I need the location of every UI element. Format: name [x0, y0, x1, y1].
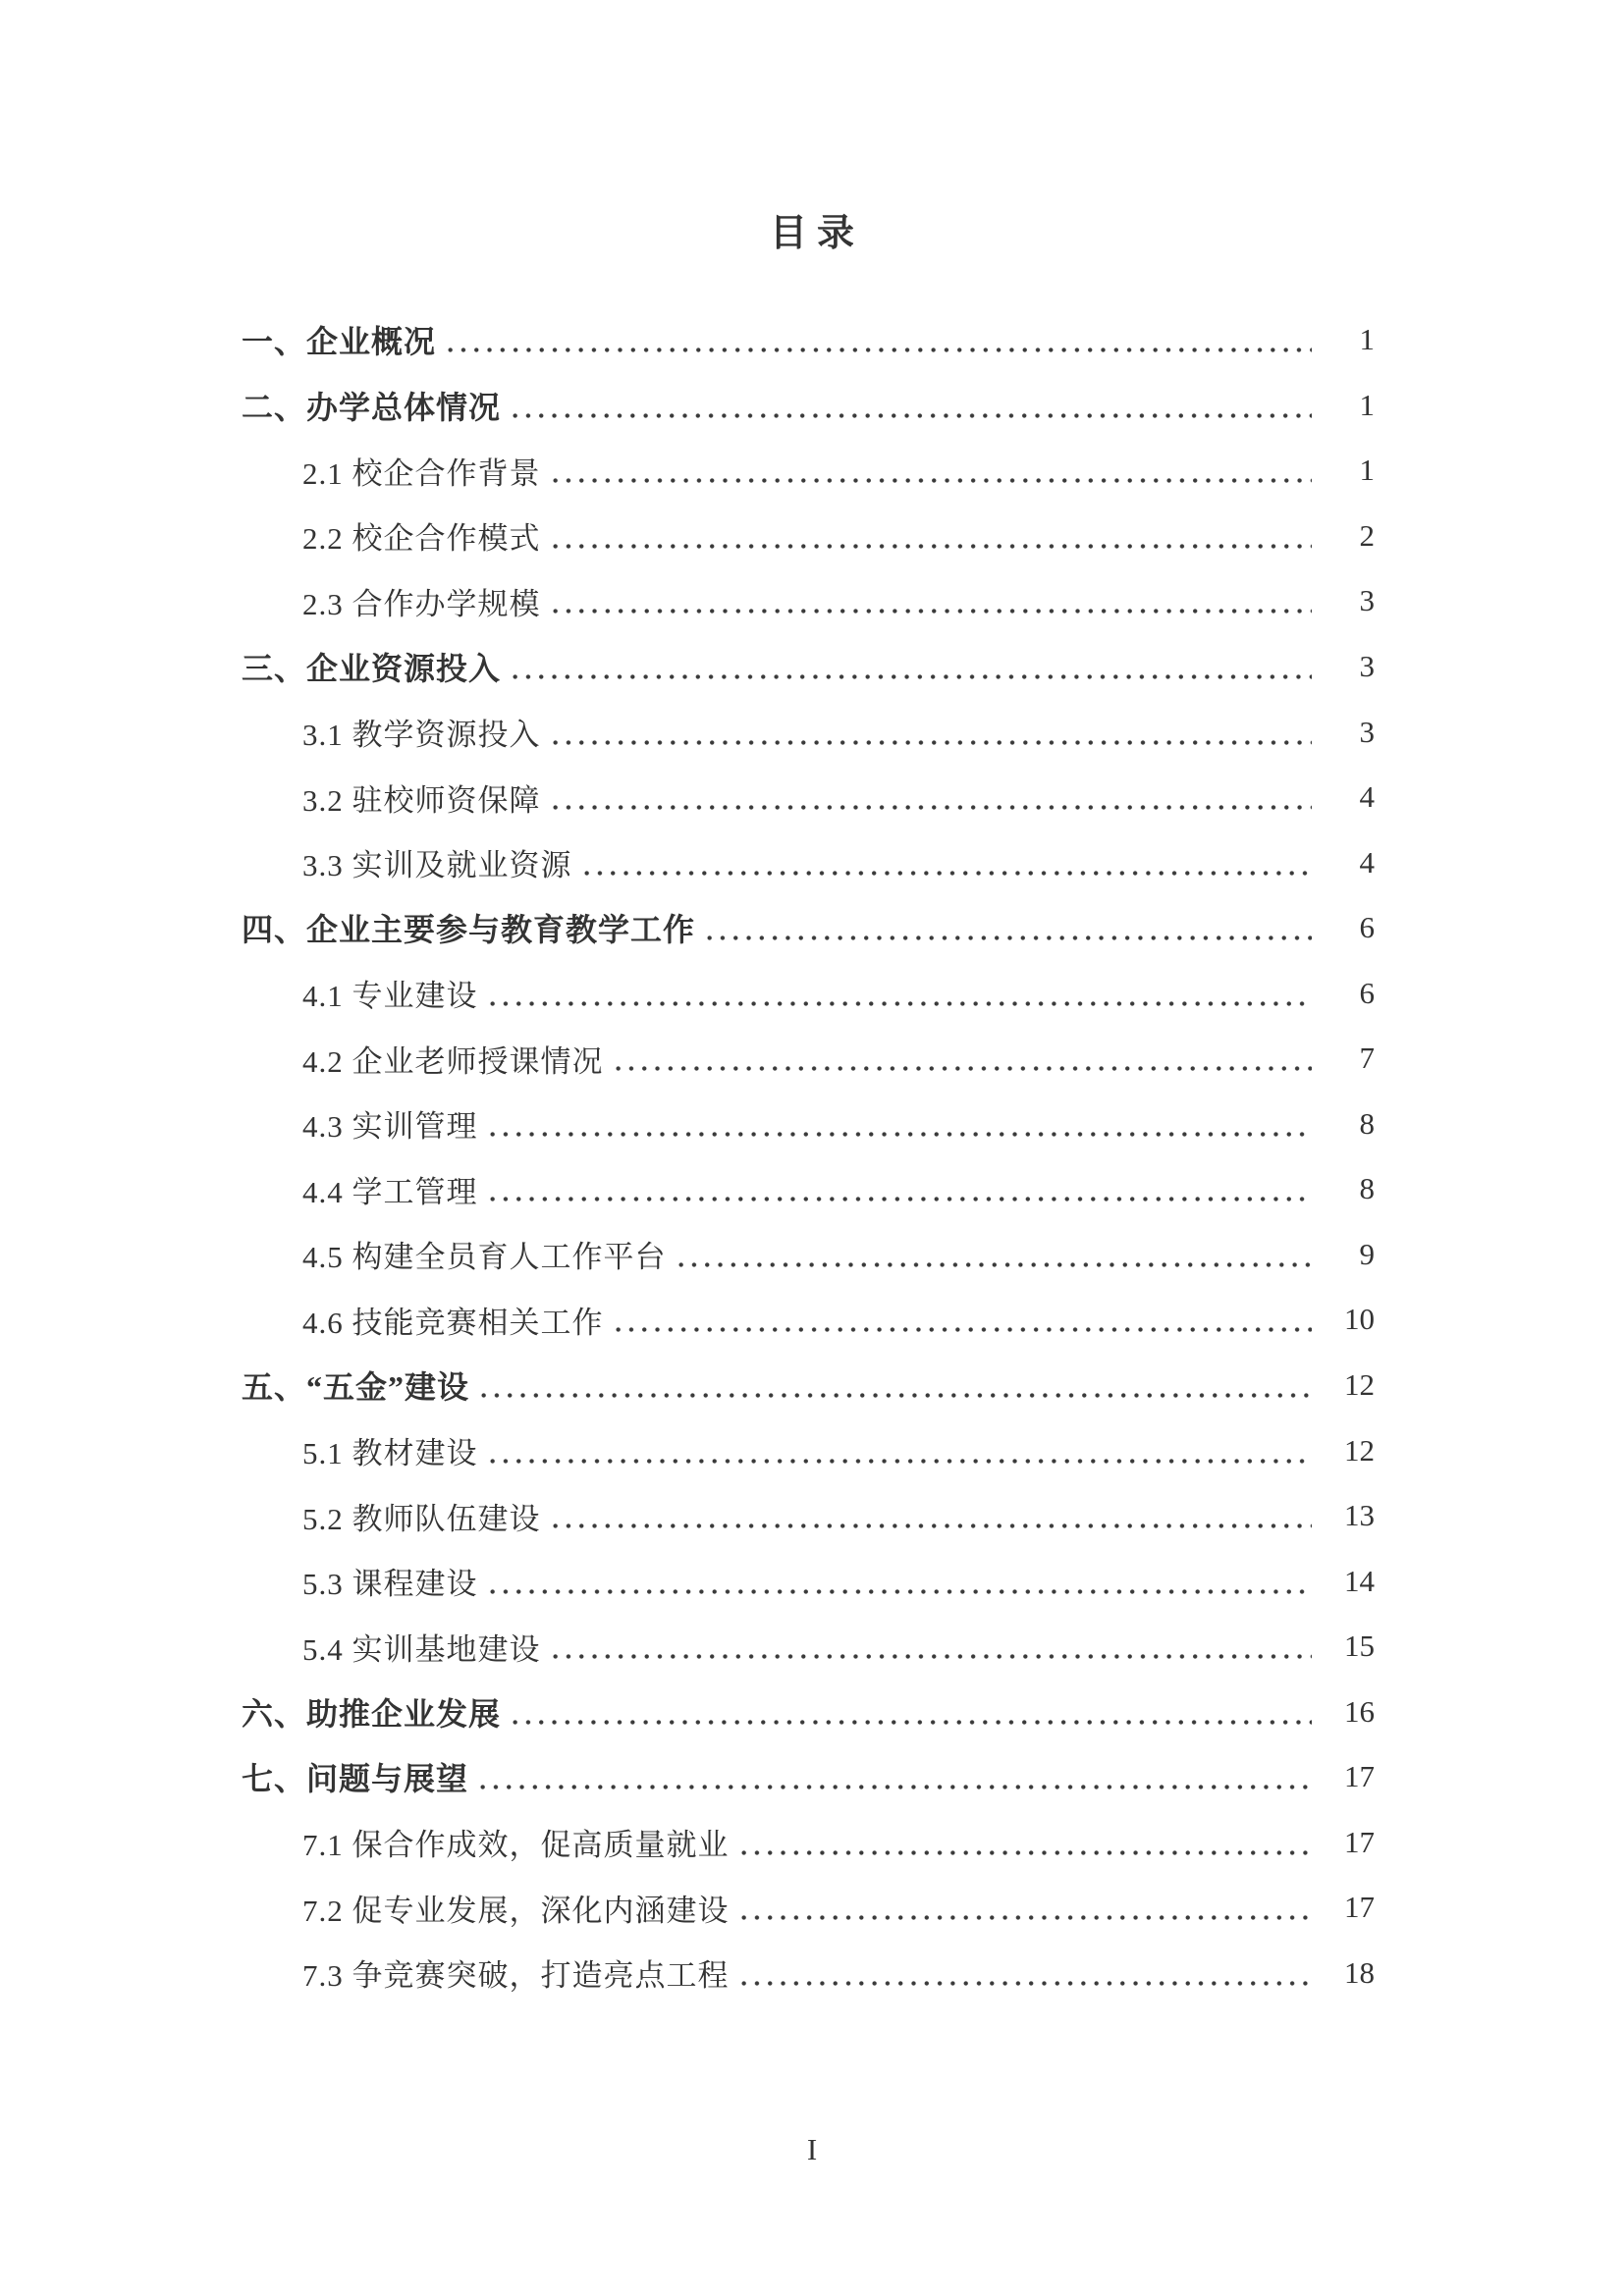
dot-leader: [549, 454, 1313, 487]
toc-entry-page: 17: [1344, 1890, 1375, 1925]
dot-leader: [486, 1172, 1313, 1205]
toc-entry-page: 3: [1359, 649, 1375, 683]
toc-entry: [242, 829, 1375, 895]
toc-entry-page: 3: [1359, 714, 1375, 749]
toc-entry-page: 15: [1344, 1629, 1375, 1664]
toc-entry: [242, 1941, 1375, 2006]
toc-entry: [242, 1222, 1375, 1288]
toc-entry-label: 4.4 学工管理: [302, 1174, 478, 1209]
toc-entry-label: 五、“五金”建设: [242, 1369, 470, 1406]
toc-entry-page: 17: [1344, 1824, 1375, 1859]
toc-entry-page: 14: [1344, 1563, 1375, 1598]
dot-leader: [549, 519, 1313, 553]
toc-entry: [242, 568, 1375, 634]
toc-entry-page: 1: [1359, 453, 1375, 488]
toc-entry: [242, 307, 1375, 373]
toc-entry: [242, 1875, 1375, 1941]
toc-entry: [242, 1744, 1375, 1810]
dot-leader: [509, 389, 1312, 422]
dot-leader: [737, 1891, 1313, 1924]
dot-leader: [486, 1107, 1313, 1141]
toc-entry-page: 9: [1359, 1236, 1375, 1271]
toc-entry-page: 13: [1344, 1498, 1375, 1533]
dot-leader: [486, 1565, 1313, 1598]
dot-leader: [612, 1303, 1313, 1336]
dot-leader: [703, 911, 1312, 944]
toc-entry-label: 7.1 保合作成效，促高质量就业: [302, 1828, 730, 1863]
toc-entry-page: 17: [1344, 1759, 1375, 1794]
toc-entry-label: 5.2 教师队伍建设: [302, 1501, 541, 1536]
toc-entry: [242, 1614, 1375, 1680]
page-title: 目录: [769, 213, 864, 254]
toc-entry-page: 2: [1359, 517, 1375, 553]
toc-entry: [242, 895, 1375, 961]
toc-entry-page: 4: [1359, 844, 1375, 880]
toc-entry-page: 6: [1359, 910, 1375, 945]
toc-entry: [242, 765, 1375, 830]
dot-leader: [549, 1499, 1313, 1532]
dot-leader: [549, 584, 1313, 617]
table-of-contents: [242, 307, 1375, 2005]
toc-entry: [242, 438, 1375, 504]
toc-entry-label: 5.3 课程建设: [302, 1567, 478, 1602]
toc-entry: [242, 1417, 1375, 1483]
toc-entry: [242, 1026, 1375, 1092]
toc-entry: [242, 1287, 1375, 1353]
dot-leader: [737, 1826, 1313, 1859]
dot-leader: [476, 1760, 1312, 1793]
toc-entry: [242, 1156, 1375, 1222]
toc-entry-label: 4.2 企业老师授课情况: [302, 1043, 604, 1079]
toc-entry: [242, 634, 1375, 700]
toc-entry: [242, 960, 1375, 1026]
toc-entry: [242, 1092, 1375, 1157]
toc-entry: [242, 1810, 1375, 1876]
toc-entry-page: 3: [1359, 583, 1375, 618]
toc-entry-page: 1: [1359, 322, 1375, 357]
dot-leader: [486, 1434, 1313, 1468]
toc-entry: [242, 1483, 1375, 1549]
toc-entry: [242, 373, 1375, 439]
toc-entry-label: 4.3 实训管理: [302, 1109, 478, 1145]
footer-page-number: I: [806, 2132, 818, 2166]
toc-entry-page: 12: [1344, 1367, 1375, 1403]
dot-leader: [509, 650, 1312, 683]
toc-entry-page: 8: [1359, 1171, 1375, 1206]
toc-entry-label: 一、企业概况: [242, 324, 437, 360]
toc-entry-label: 3.2 驻校师资保障: [302, 782, 541, 818]
toc-entry-label: 2.1 校企合作背景: [302, 455, 541, 491]
dot-leader: [612, 1041, 1313, 1075]
dot-leader: [737, 1956, 1313, 1990]
toc-entry-label: 2.2 校企合作模式: [302, 521, 541, 557]
toc-entry-page: 18: [1344, 1954, 1375, 1990]
toc-entry-label: 六、助推企业发展: [242, 1695, 502, 1732]
toc-entry-label: 7.2 促专业发展，深化内涵建设: [302, 1893, 730, 1928]
toc-entry-label: 4.6 技能竞赛相关工作: [302, 1305, 604, 1340]
toc-entry: [242, 1353, 1375, 1418]
dot-leader: [675, 1238, 1313, 1271]
toc-entry-page: 12: [1344, 1432, 1375, 1468]
toc-entry: [242, 699, 1375, 765]
toc-entry: [242, 1548, 1375, 1614]
toc-entry-page: 1: [1359, 387, 1375, 422]
toc-entry-page: 16: [1344, 1693, 1375, 1729]
toc-entry-label: 4.1 专业建设: [302, 979, 478, 1014]
toc-entry: [242, 1679, 1375, 1744]
toc-entry-label: 七、问题与展望: [242, 1761, 469, 1797]
toc-entry: [242, 504, 1375, 569]
dot-leader: [549, 716, 1313, 749]
toc-entry-label: 3.1 教学资源投入: [302, 718, 541, 753]
toc-entry-label: 二、办学总体情况: [242, 389, 502, 425]
toc-entry-page: 10: [1344, 1302, 1375, 1337]
toc-entry-page: 4: [1359, 779, 1375, 815]
dot-leader: [444, 323, 1312, 356]
dot-leader: [477, 1368, 1312, 1402]
dot-leader: [549, 780, 1313, 814]
toc-entry-label: 4.5 构建全员育人工作平台: [302, 1240, 667, 1275]
toc-entry-page: 8: [1359, 1105, 1375, 1141]
dot-leader: [580, 846, 1313, 880]
toc-entry-label: 四、企业主要参与教育教学工作: [242, 912, 696, 948]
toc-entry-label: 2.3 合作办学规模: [302, 586, 541, 621]
dot-leader: [549, 1629, 1313, 1663]
toc-entry-label: 3.3 实训及就业资源: [302, 848, 572, 883]
toc-entry-label: 5.4 实训基地建设: [302, 1631, 541, 1667]
dot-leader: [486, 977, 1313, 1010]
toc-entry-label: 5.1 教材建设: [302, 1436, 478, 1471]
toc-entry-label: 7.3 争竞赛突破，打造亮点工程: [302, 1958, 730, 1994]
toc-entry-page: 7: [1359, 1041, 1375, 1076]
dot-leader: [509, 1695, 1312, 1729]
toc-entry-label: 三、企业资源投入: [242, 651, 502, 686]
toc-entry-page: 6: [1359, 975, 1375, 1010]
